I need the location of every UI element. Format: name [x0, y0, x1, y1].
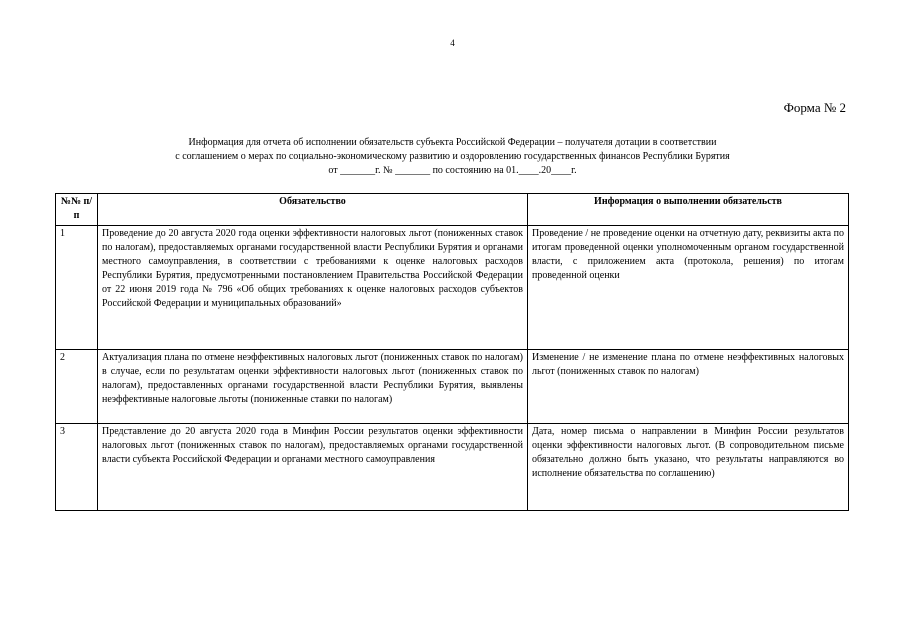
row-obligation: Представление до 20 августа 2020 года в Минфин России результатов оценки эффективности налоговых льгот (пониженных ставок по налогам), предоставляемых органами государственной власти субъекта Российской Федерации и органами местного самоуправления	[98, 424, 528, 511]
header-number: №№ п/п	[56, 194, 98, 226]
header-obligation: Обязательство	[98, 194, 528, 226]
row-number: 1	[56, 226, 98, 350]
header-info: Информация о выполнении обязательств	[528, 194, 849, 226]
page-number: 4	[450, 38, 455, 48]
row-number: 3	[56, 424, 98, 511]
heading-line-3: от _______г. № _______ по состоянию на 01.____.20____г.	[328, 165, 577, 176]
table-row	[56, 226, 849, 350]
table-row	[56, 350, 849, 424]
row-number: 2	[56, 350, 98, 424]
table-header-row	[56, 194, 849, 226]
document-heading	[55, 136, 850, 178]
row-info: Проведение / не проведение оценки на отчетную дату, реквизиты акта по итогам проведенной оценки уполномоченным органом государственной власти, с приложением акта (протокола, решения) по итогам проведенной оценки	[528, 226, 849, 350]
row-obligation: Актуализация плана по отмене неэффективных налоговых льгот (пониженных ставок по налогам) в случае, если по результатам оценки эффективности налоговых льгот (пониженных ставок по налогам), предоставленных органами государственной власти Республики Бурятия, выявлены неэффективные налоговые льготы (пониженные ставки по налогам)	[98, 350, 528, 424]
heading-line-1: Информация для отчета об исполнении обязательств субъекта Российской Федерации – получателя дотации в соответствии	[188, 137, 717, 148]
row-info: Изменение / не изменение плана по отмене неэффективных налоговых льгот (пониженных ставок по налогам)	[528, 350, 849, 424]
form-label: Форма № 2	[783, 100, 846, 115]
heading-line-2: с соглашением о мерах по социально-экономическому развитию и оздоровлению государственных финансов Республики Бурятия	[175, 151, 730, 162]
obligations-table	[55, 193, 849, 511]
row-info: Дата, номер письма о направлении в Минфин России результатов оценки эффективности налоговых льгот. (В сопроводительном письме обязательно должно быть указано, что результаты направляются во исполнение обязательства по соглашению)	[528, 424, 849, 511]
row-obligation: Проведение до 20 августа 2020 года оценки эффективности налоговых льгот (пониженных ставок по налогам), предоставляемых органами государственной власти Республики Бурятия и органами местного самоуправления, в соответствии с требованиями к оценке налоговых расходов Республики Бурятия, предусмотренными постановлением Правительства Российской Федерации от 22 июня 2019 года № 796 «Об общих требованиях к оценке налоговых расходов субъектов Российской Федерации и муниципальных образований»	[98, 226, 528, 350]
table-row	[56, 424, 849, 511]
